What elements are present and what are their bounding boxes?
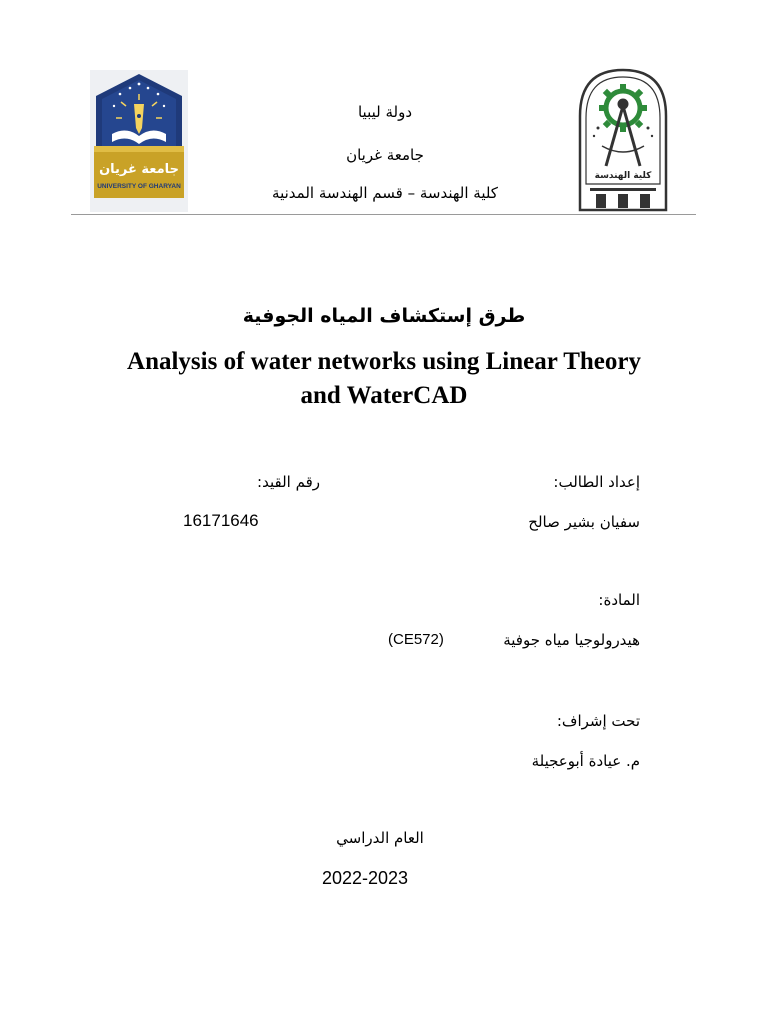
title-arabic: طرق إستكشاف المياه الجوفية bbox=[242, 305, 526, 327]
academic-year-value: 2022-2023 bbox=[321, 868, 409, 888]
title-english-line-1: Analysis of water networks using Linear Theory bbox=[127, 348, 641, 375]
course-code: (CE572) bbox=[388, 631, 444, 648]
logo-left-english-text: UNIVERSITY OF GHARYAN bbox=[97, 183, 181, 190]
university-of-gharyan-logo bbox=[90, 70, 188, 212]
logo-right-arabic-text: كلية الهندسة bbox=[594, 171, 652, 181]
subject-name: هيدرولوجيا مياه جوفية bbox=[503, 631, 640, 649]
supervisor-name: م. عيادة أبوعجيلة bbox=[531, 752, 640, 770]
logo-left-arabic-text: جامعة غريان bbox=[99, 162, 179, 177]
registration-number-label: رقم القيد: bbox=[257, 473, 320, 491]
university-name: جامعة غريان bbox=[346, 146, 424, 164]
subject-label: المادة: bbox=[598, 591, 640, 609]
supervision-label: تحت إشراف: bbox=[556, 712, 640, 730]
prepared-by-label: إعداد الطالب: bbox=[553, 473, 640, 491]
faculty-of-engineering-logo bbox=[574, 66, 672, 214]
title-english-line-2: and WaterCAD bbox=[300, 382, 468, 409]
registration-number: 16171646 bbox=[183, 511, 259, 530]
country-name: دولة ليبيا bbox=[357, 103, 413, 121]
faculty-department: كلية الهندسة – قسم الهندسة المدنية bbox=[272, 184, 498, 202]
header-divider bbox=[71, 214, 696, 215]
title-english bbox=[60, 345, 708, 413]
academic-year-label: العام الدراسي bbox=[336, 829, 424, 847]
student-name: سفيان بشير صالح bbox=[528, 513, 640, 531]
